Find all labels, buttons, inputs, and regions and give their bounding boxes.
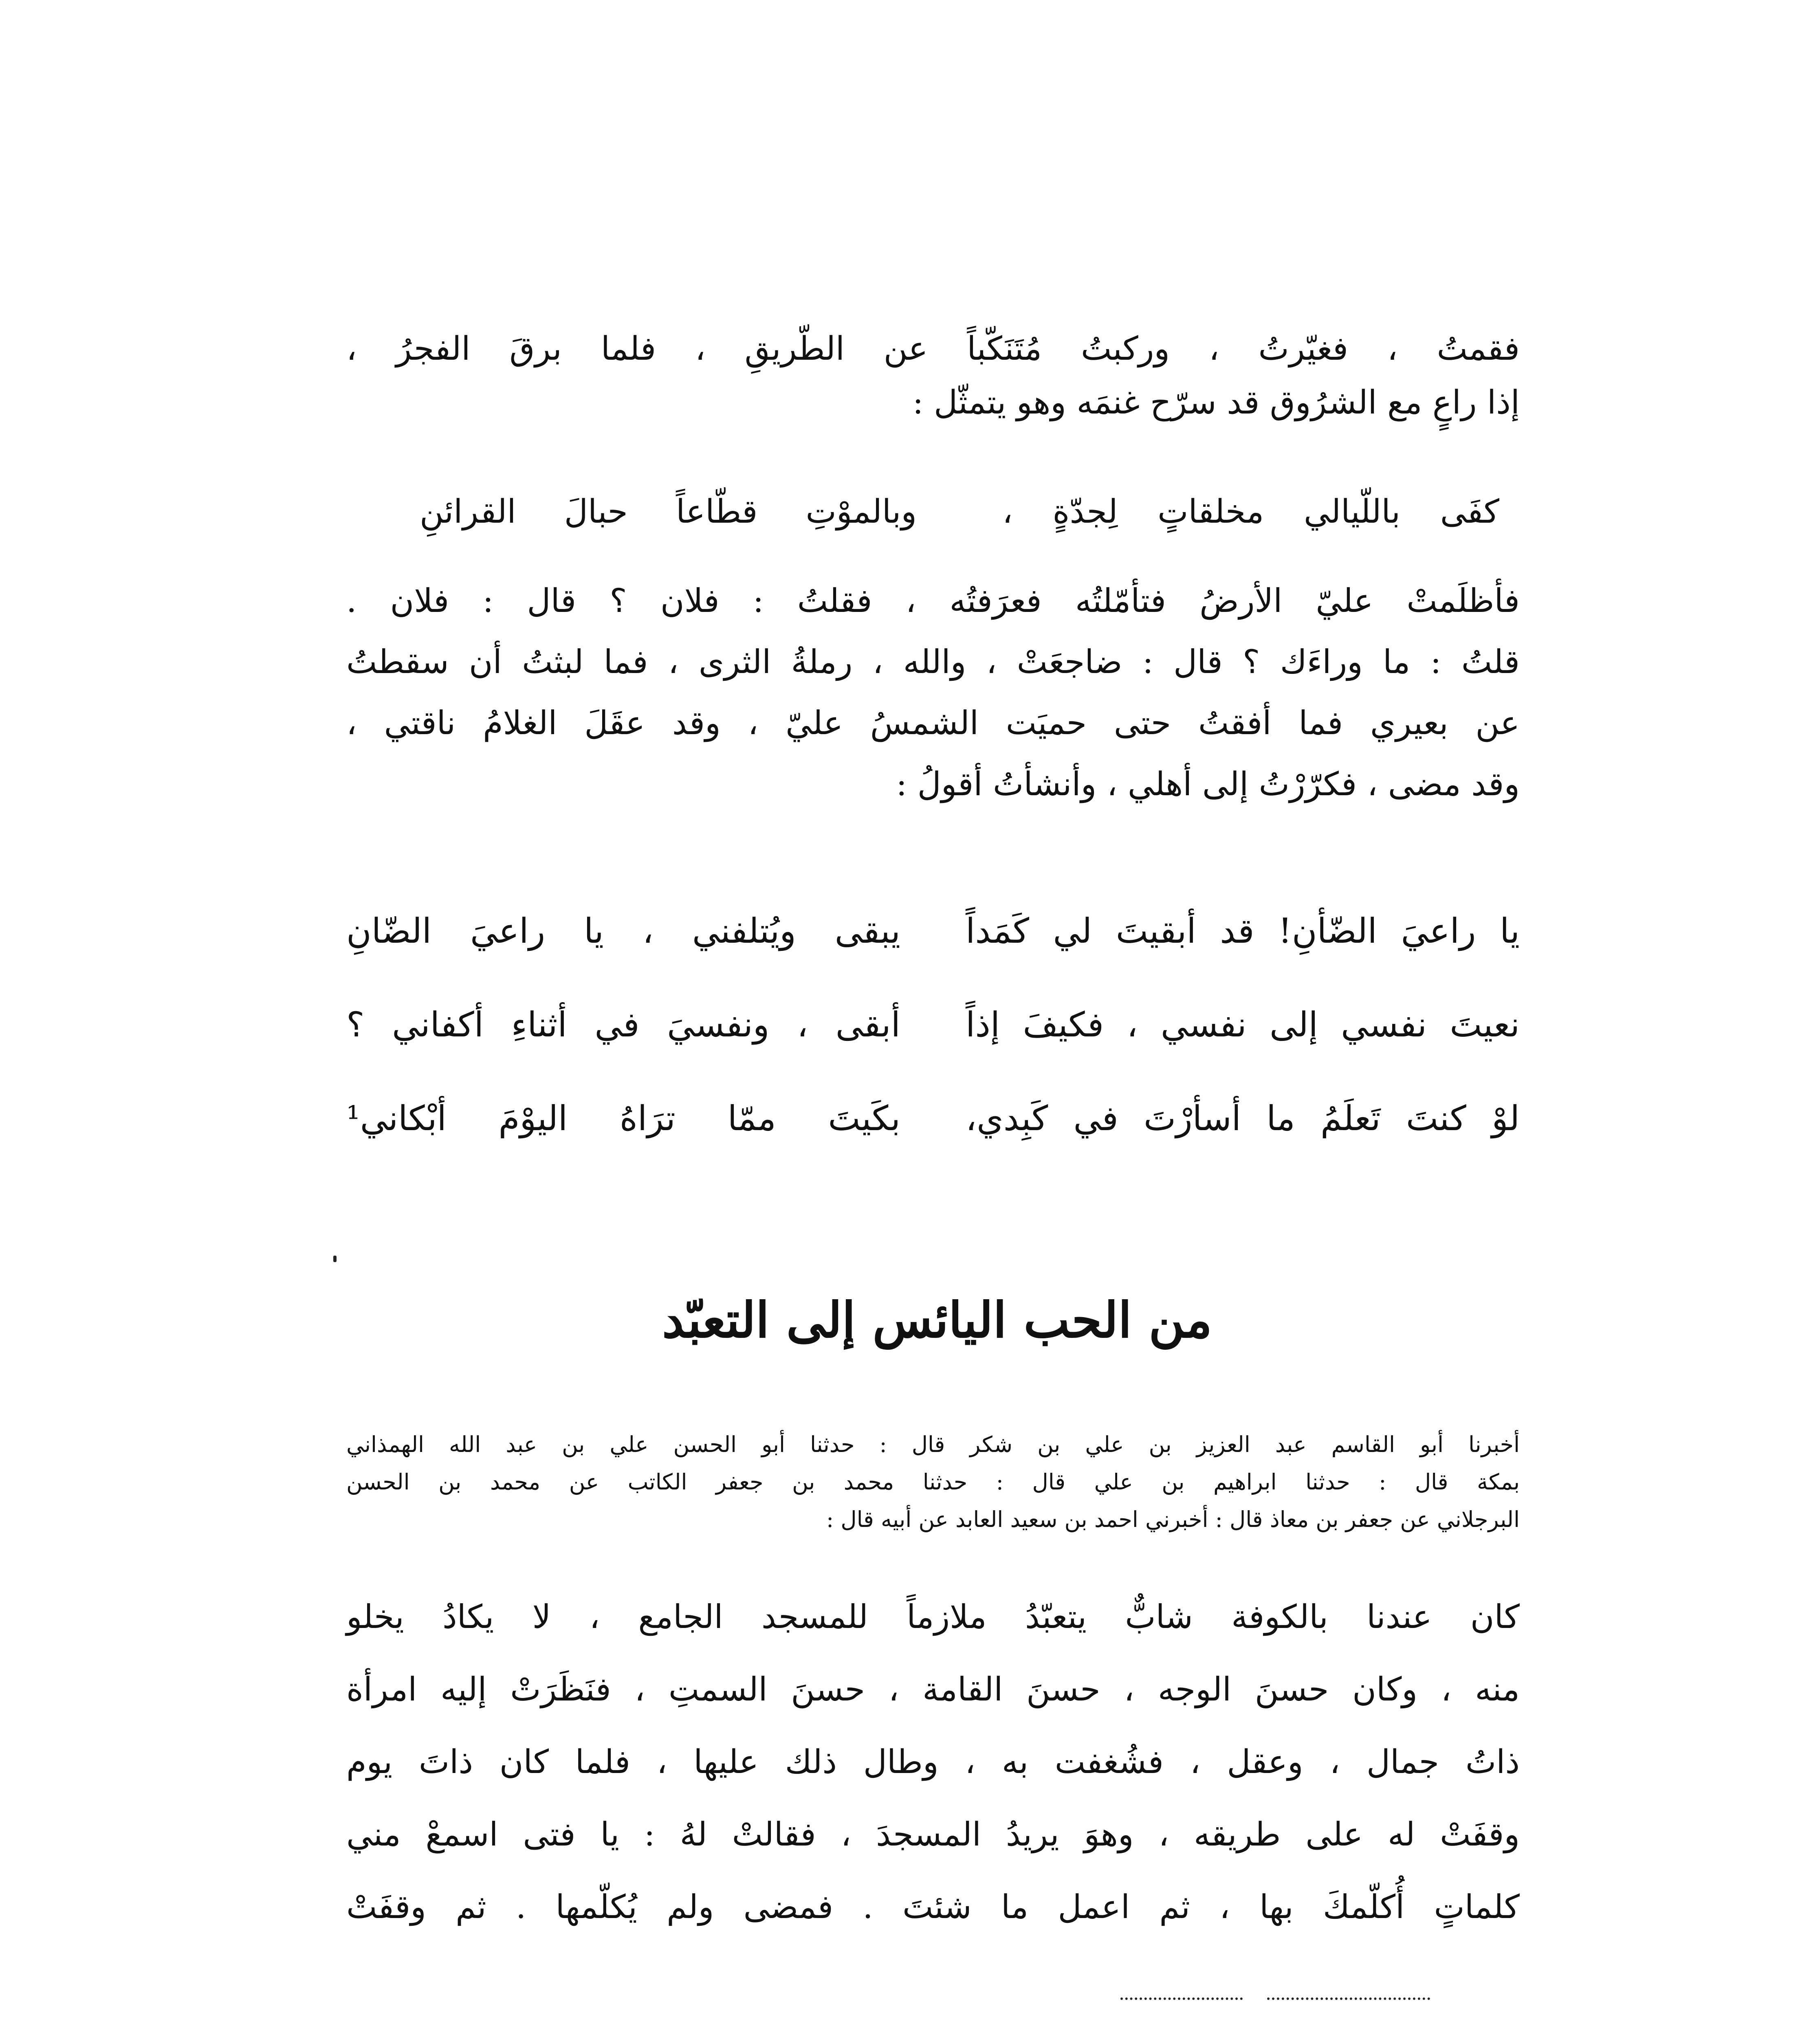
prose-line: فقمتُ ، فغيّرتُ ، وركبتُ مُتَنَكّباً عن الطّريقِ ، فلما برقَ الفجرُ ، (346, 330, 1520, 367)
poem (346, 884, 1520, 1165)
isnad-line: أخبرنا أبو القاسم عبد العزيز بن علي بن شكر قال : حدثنا أبو الحسن علي بن عبد الله الهمذاني (346, 1432, 1520, 1457)
prose-line: وقد مضى ، فكرّرْتُ إلى أهلي ، وأنشأتُ أقولُ : (896, 765, 1520, 803)
isnad-line: البرجلاني عن جعفر بن معاذ قال : أخبرني احمد بن سعيد العابد عن أبيه قال : (826, 1507, 1520, 1532)
separator-dots-left (1120, 1997, 1243, 2000)
verse-hemistich-left: وبالموْتِ قطّاعاً حبالَ القرائنِ (420, 493, 917, 530)
prose-line: إذا راعٍ مع الشرُوق قد سرّح غنمَه وهو يتمثّل : (912, 383, 1520, 421)
prose-line: قلتُ : ما وراءَك ؟ قال : ضاجعَتْ ، والله ، رملةُ الثرى ، فما لبثتُ أن سقطتُ (346, 643, 1520, 681)
poem-hemistich-left: أبقى ، ونفسيَ في أثناءِ أكفاني ؟ (346, 1005, 900, 1045)
isnad-line: بمكة قال : حدثنا ابراهيم بن علي قال : حدثنا محمد بن جعفر الكاتب عن محمد بن الحسن (346, 1469, 1520, 1495)
top-prose (346, 322, 1520, 429)
poem-hemistich-right: لوْ كنتَ تَعلَمُ ما أسأرْتَ في كَبِدي، (966, 1098, 1520, 1138)
poem-verse (346, 1071, 1520, 1165)
stray-ink-mark (333, 1256, 337, 1262)
poem-hemistich-left: يبقى ويُتلفني ، يا راعيَ الضّانِ (346, 911, 900, 951)
verse-hemistich-right: كفَى باللّيالي مخلقاتٍ لِجدّةٍ ، (1002, 493, 1499, 530)
poem-verse (346, 884, 1520, 978)
verse-row (420, 485, 1499, 539)
story-line: وقفَتْ له على طريقه ، وهوَ يريدُ المسجدَ ، فقالتْ لهُ : يا فتى اسمعْ مني (346, 1815, 1520, 1853)
poem-verse (346, 978, 1520, 1071)
story-line: كان عندنا بالكوفة شابٌّ يتعبّدُ ملازماً للمسجد الجامع ، لا يكادُ يخلو (346, 1598, 1520, 1636)
separator-dots-right (1267, 1997, 1430, 2000)
footnote-separator (1120, 1994, 1430, 2002)
story-line: كلماتٍ أُكلّمكَ بها ، ثم اعمل ما شئتَ . فمضى ولم يُكلّمها . ثم وقفَتْ (346, 1888, 1520, 1926)
story-line: ذاتُ جمال ، وعقل ، فشُغفت به ، وطال ذلك عليها ، فلما كان ذاتَ يوم (346, 1743, 1520, 1781)
section-heading: من الحب اليائس إلى التعبّد (662, 1291, 1213, 1349)
poem-hemistich-right: نعيتَ نفسي إلى نفسي ، فكيفَ إذاً (966, 1005, 1520, 1045)
prose-line: عن بعيري فما أفقتُ حتى حميَت الشمسُ عليّ ، وقد عقَلَ الغلامُ ناقتي ، (346, 704, 1520, 742)
story-line: منه ، وكان حسنَ الوجه ، حسنَ القامة ، حسنَ السمتِ ، فنَظَرَتْ إليه امرأة (346, 1670, 1520, 1708)
middle-prose (346, 570, 1520, 815)
prose-line: فأظلَمتْ عليّ الأرضُ فتأمّلتُه فعرَفتُه ، فقلتُ : فلان ؟ قال : فلان . (346, 582, 1520, 620)
verse (420, 485, 1499, 539)
poem-hemistich-right: يا راعيَ الضّأنِ! قد أبقيتَ لي كَمَداً (966, 911, 1520, 951)
poem-hemistich-left: بكَيتَ ممّا ترَاهُ اليوْمَ أبْكاني¹ (346, 1098, 900, 1138)
isnad-chain (346, 1426, 1520, 1538)
story-text (346, 1581, 1520, 1943)
